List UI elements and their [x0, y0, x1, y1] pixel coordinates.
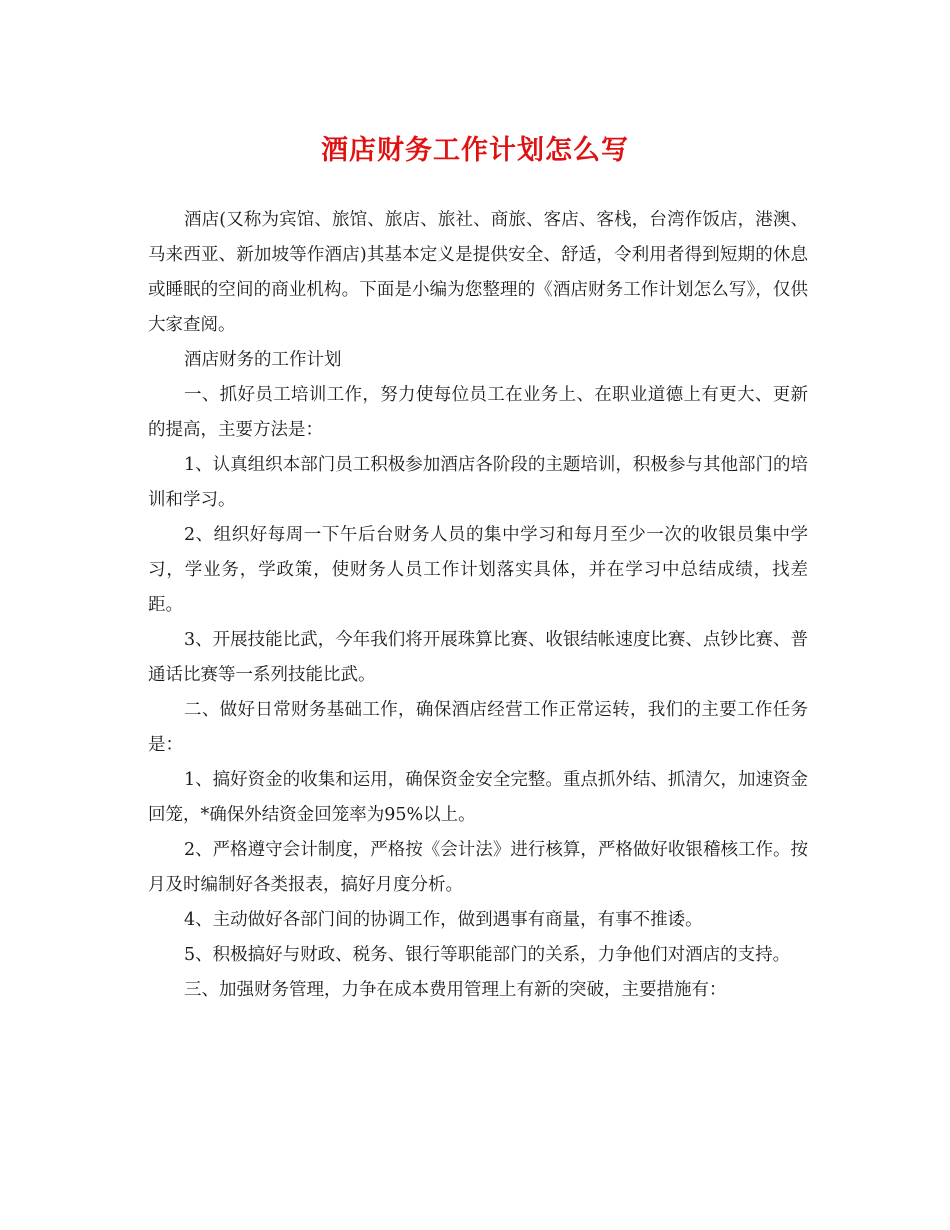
paragraph-section-3: 三、加强财务管理，力争在成本费用管理上有新的突破，主要措施有：	[184, 980, 727, 1000]
paragraph-intro: 酒店(又称为宾馆、旅馆、旅店、旅社、商旅、客店、客栈，台湾作饭店，港澳、马来西亚、新加坡等作酒店)其基本定义是提供安全、舒适，令利用者得到短期的休息或睡眠的空间的商业机构。下面是小编为您整理的《酒店财务工作计划怎么写》，仅供大家查阅。	[148, 210, 808, 335]
paragraph-item: 1、搞好资金的收集和运用，确保资金安全完整。重点抓外结、抓清欠，加速资金回笼，*确保外结资金回笼率为95%以上。	[148, 770, 808, 825]
document-body	[148, 203, 808, 1008]
document-title: 酒店财务工作计划怎么写	[321, 135, 629, 166]
paragraph-item: 5、积极搞好与财政、税务、银行等职能部门的关系，力争他们对酒店的支持。	[184, 945, 791, 965]
paragraph-item: 3、开展技能比武，今年我们将开展珠算比赛、收银结帐速度比赛、点钞比赛、普通话比赛等一系列技能比武。	[148, 630, 808, 685]
paragraph-item: 4、主动做好各部门间的协调工作，做到遇事有商量，有事不推诿。	[184, 910, 703, 930]
paragraph-section-2: 二、做好日常财务基础工作，确保酒店经营工作正常运转，我们的主要工作任务是：	[148, 700, 808, 755]
paragraph-subtitle: 酒店财务的工作计划	[184, 350, 342, 370]
paragraph-item: 2、严格遵守会计制度，严格按《会计法》进行核算，严格做好收银稽核工作。按月及时编制好各类报表，搞好月度分析。	[148, 840, 808, 895]
paragraph-item: 1、认真组织本部门员工积极参加酒店各阶段的主题培训，积极参与其他部门的培训和学习。	[148, 455, 808, 510]
paragraph-item: 2、组织好每周一下午后台财务人员的集中学习和每月至少一次的收银员集中学习，学业务，学政策，使财务人员工作计划落实具体，并在学习中总结成绩，找差距。	[148, 525, 808, 615]
paragraph-section-1: 一、抓好员工培训工作，努力使每位员工在业务上、在职业道德上有更大、更新的提高，主要方法是：	[148, 385, 808, 440]
